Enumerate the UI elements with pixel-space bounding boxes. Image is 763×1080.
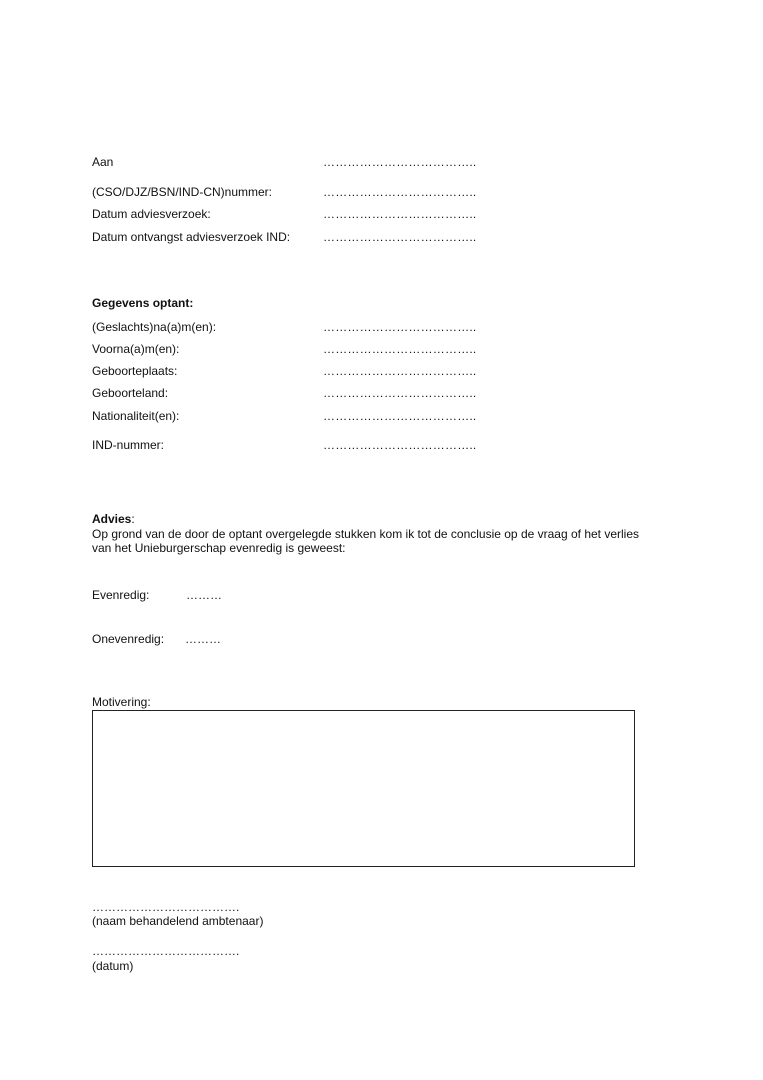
- field-nummer-value[interactable]: ………………………………..: [323, 185, 477, 199]
- field-datum-adviesverzoek: [92, 206, 652, 222]
- field-geslachtsnaam: [92, 319, 652, 335]
- field-geboorteland: [92, 385, 652, 401]
- advies-title: Advies: [92, 512, 132, 526]
- field-ind-nummer-label: IND-nummer:: [92, 438, 165, 452]
- choice-onevenredig-label: Onevenredig:: [92, 632, 165, 646]
- field-voornamen-label: Voorna(a)m(en):: [92, 342, 180, 356]
- optant-heading: Gegevens optant:: [92, 296, 194, 310]
- field-aan-value[interactable]: ………………………………..: [323, 155, 477, 169]
- advies-text: Op grond van de door de optant overgelegde stukken kom ik tot de conclusie op de vraag of het verlies van het Unieburgerschap evenredig is geweest:: [92, 527, 640, 555]
- signature-name-caption: (naam behandelend ambtenaar): [92, 914, 264, 928]
- field-datum-ontvangst: [92, 229, 652, 245]
- field-voornamen: [92, 341, 652, 357]
- field-voornamen-value[interactable]: ………………………………..: [323, 342, 477, 356]
- field-nummer-label: (CSO/DJZ/BSN/IND-CN)nummer:: [92, 185, 273, 199]
- advies-title-colon: :: [131, 512, 135, 526]
- signature-name-line[interactable]: ……………………………….: [92, 900, 240, 914]
- field-aan-label: Aan: [92, 155, 114, 169]
- field-geboorteland-value[interactable]: ………………………………..: [323, 386, 477, 400]
- motivering-textbox[interactable]: [92, 710, 635, 867]
- advies-heading: [92, 511, 135, 527]
- choice-onevenredig: [92, 631, 221, 647]
- signature-date-caption: (datum): [92, 959, 134, 973]
- choice-evenredig: [92, 587, 222, 603]
- motivering-label: Motivering:: [92, 695, 151, 709]
- field-nummer: [92, 184, 652, 200]
- choice-onevenredig-value[interactable]: ………: [185, 632, 221, 646]
- field-geslachtsnaam-label: (Geslachts)na(a)m(en):: [92, 320, 217, 334]
- choice-evenredig-label: Evenredig:: [92, 588, 150, 602]
- field-nationaliteit-value[interactable]: ………………………………..: [323, 409, 477, 423]
- field-datum-adviesverzoek-value[interactable]: ………………………………..: [323, 207, 477, 221]
- field-geboorteplaats-label: Geboorteplaats:: [92, 364, 178, 378]
- field-datum-adviesverzoek-label: Datum adviesverzoek:: [92, 207, 211, 221]
- field-aan: [92, 154, 652, 170]
- field-nationaliteit: [92, 408, 652, 424]
- field-nationaliteit-label: Nationaliteit(en):: [92, 409, 180, 423]
- field-ind-nummer-value[interactable]: ………………………………..: [323, 438, 477, 452]
- field-datum-ontvangst-value[interactable]: ………………………………..: [323, 230, 477, 244]
- signature-date-line[interactable]: ……………………………….: [92, 944, 240, 958]
- field-geboorteland-label: Geboorteland:: [92, 386, 169, 400]
- field-geboorteplaats: [92, 363, 652, 379]
- field-geboorteplaats-value[interactable]: ………………………………..: [323, 364, 477, 378]
- field-geslachtsnaam-value[interactable]: ………………………………..: [323, 320, 477, 334]
- choice-evenredig-value[interactable]: ………: [186, 588, 222, 602]
- field-ind-nummer: [92, 437, 652, 453]
- field-datum-ontvangst-label: Datum ontvangst adviesverzoek IND:: [92, 230, 291, 244]
